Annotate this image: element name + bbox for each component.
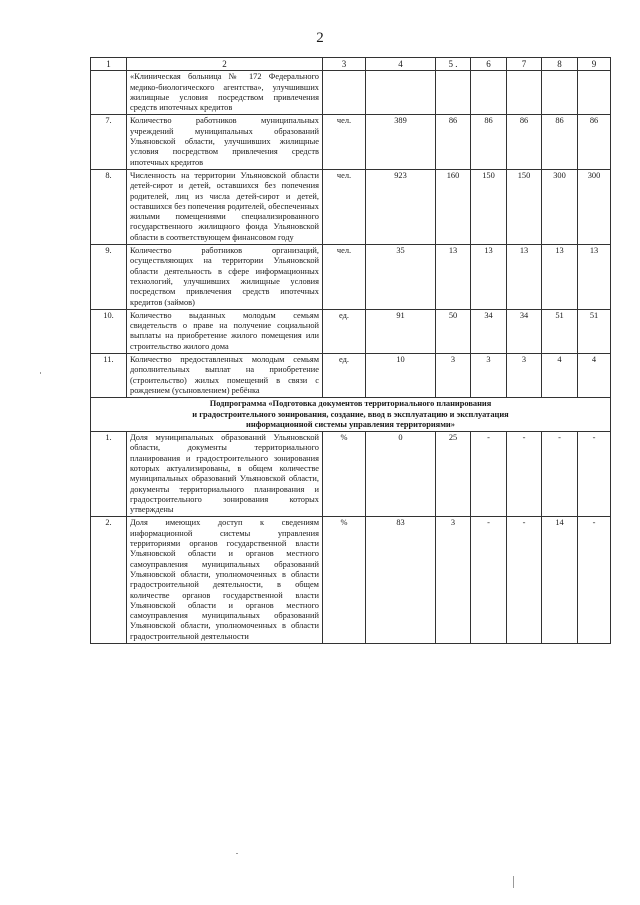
subprogram-heading-line: и градостроительного зонирования, создание, ввод в эксплуатацию и эксплуатация [192, 409, 509, 419]
value-cell: 86 [578, 115, 611, 169]
value-cell: 13 [436, 245, 471, 310]
value-cell: 389 [366, 115, 436, 169]
value-cell: 13 [471, 245, 507, 310]
value-cell: 83 [366, 517, 436, 644]
value-cell: 0 [366, 432, 436, 517]
indicator-name: Количество работников организаций, осуществляющих на территории Ульяновской области деятельность в сфере информационных технологий, улучшивших жилищные условия посредством привлечения средств ипотечных кредитов (займов) [127, 245, 323, 310]
value-cell: 34 [507, 309, 542, 353]
value-cell: 150 [471, 169, 507, 244]
unit-cell: ед. [323, 354, 366, 398]
value-cell: 150 [507, 169, 542, 244]
value-cell: 160 [436, 169, 471, 244]
row-number: 1. [91, 432, 127, 517]
unit-cell: ед. [323, 309, 366, 353]
value-cell: 86 [436, 115, 471, 169]
value-cell: 25 [436, 432, 471, 517]
value-cell: - [471, 517, 507, 644]
subprogram-heading-line: Подпрограмма «Подготовка документов территориального планирования [209, 399, 492, 409]
value-cell: 14 [542, 517, 578, 644]
value-cell: 34 [471, 309, 507, 353]
table-row [91, 309, 611, 353]
indicator-name: Доля муниципальных образований Ульяновской области, документы территориального планирования и градостроительного зонирования которых актуализированы, в общем количестве муниципальных образований Ульяновской области, документы территориального планирования и градостроительного зонирования которых утверждены [127, 432, 323, 517]
column-header: 6 [471, 58, 507, 71]
value-cell: 3 [436, 517, 471, 644]
value-cell: 13 [578, 245, 611, 310]
value-cell: 51 [578, 309, 611, 353]
value-cell [366, 71, 436, 115]
value-cell: 13 [507, 245, 542, 310]
value-cell: 923 [366, 169, 436, 244]
value-cell: 91 [366, 309, 436, 353]
row-number: 9. [91, 245, 127, 310]
unit-cell: % [323, 517, 366, 644]
value-cell: - [507, 517, 542, 644]
column-header: 1 [91, 58, 127, 71]
value-cell: 300 [542, 169, 578, 244]
value-cell: 86 [471, 115, 507, 169]
value-cell: 3 [436, 354, 471, 398]
value-cell: 4 [542, 354, 578, 398]
table-row [91, 354, 611, 398]
unit-cell: чел. [323, 169, 366, 244]
column-number-row [91, 58, 611, 71]
value-cell: 13 [542, 245, 578, 310]
indicator-name: «Клиническая больница № 172 Федерального медико-биологического агентства», улучшивших жилищные условия посредством привлечения средств ипотечных кредитов [127, 71, 323, 115]
value-cell: 86 [542, 115, 578, 169]
value-cell: - [507, 432, 542, 517]
value-cell: - [578, 517, 611, 644]
value-cell [578, 71, 611, 115]
unit-cell: чел. [323, 115, 366, 169]
indicator-name: Количество работников муниципальных учреждений муниципальных образований Ульяновской области, улучшивших жилищные условия посредством привлечения средств ипотечных кредитов [127, 115, 323, 169]
column-header: 7 [507, 58, 542, 71]
value-cell: 4 [578, 354, 611, 398]
column-header: 5 . [436, 58, 471, 71]
indicator-name: Доля имеющих доступ к сведениям информационной системы управления территориями органов государственной власти Ульяновской области и органов местного самоуправления муниципальных образований Ульяновской области, уполномоченных в области градостроительной деятельности, в общем количестве органов государственной власти Ульяновской области и органов местного самоуправления муниципальных образований Ульяновской области, уполномоченных в области градостроительной деятельности [127, 517, 323, 644]
column-header: 2 [127, 58, 323, 71]
row-number: 10. [91, 309, 127, 353]
row-number: 11. [91, 354, 127, 398]
subprogram-heading-line: информационной системы управления территориями» [246, 419, 455, 429]
subprogram-heading-row [91, 398, 611, 432]
column-header: 4 [366, 58, 436, 71]
row-number: 2. [91, 517, 127, 644]
page-number: 2 [316, 30, 324, 46]
table-row [91, 71, 611, 115]
value-cell: - [578, 432, 611, 517]
value-cell: - [471, 432, 507, 517]
scan-mark [40, 372, 41, 374]
value-cell [507, 71, 542, 115]
value-cell [542, 71, 578, 115]
unit-cell: чел. [323, 245, 366, 310]
table-row [91, 517, 611, 644]
value-cell [436, 71, 471, 115]
table-row [91, 245, 611, 310]
row-number: 8. [91, 169, 127, 244]
value-cell: 3 [507, 354, 542, 398]
indicators-table [90, 57, 611, 644]
value-cell: - [542, 432, 578, 517]
value-cell: 10 [366, 354, 436, 398]
table-row [91, 169, 611, 244]
table-row [91, 115, 611, 169]
scan-mark [236, 853, 238, 854]
row-number: 7. [91, 115, 127, 169]
column-header: 9 [578, 58, 611, 71]
indicator-name: Численность на территории Ульяновской области детей-сирот и детей, оставшихся без попечения родителей, лиц из числа детей-сирот и детей, оставшихся без попечения родителей, обеспеченных жилыми помещениями специализированного государственного жилищного фонда Ульяновской области в соответствующем финансовом году [127, 169, 323, 244]
table-row [91, 432, 611, 517]
unit-cell: % [323, 432, 366, 517]
subprogram-heading [91, 398, 611, 432]
indicator-name: Количество выданных молодым семьям свидетельств о праве на получение социальной выплаты на приобретение жилого помещения или строительство жилого дома [127, 309, 323, 353]
indicator-name: Количество предоставленных молодым семьям дополнительных выплат на приобретение (строительство) жилых помещений в связи с рождением (усыновлением) ребёнка [127, 354, 323, 398]
row-number [91, 71, 127, 115]
value-cell: 300 [578, 169, 611, 244]
value-cell: 86 [507, 115, 542, 169]
scan-mark [513, 876, 514, 888]
column-header: 3 [323, 58, 366, 71]
value-cell [471, 71, 507, 115]
column-header: 8 [542, 58, 578, 71]
value-cell: 50 [436, 309, 471, 353]
unit-cell [323, 71, 366, 115]
value-cell: 3 [471, 354, 507, 398]
value-cell: 35 [366, 245, 436, 310]
value-cell: 51 [542, 309, 578, 353]
